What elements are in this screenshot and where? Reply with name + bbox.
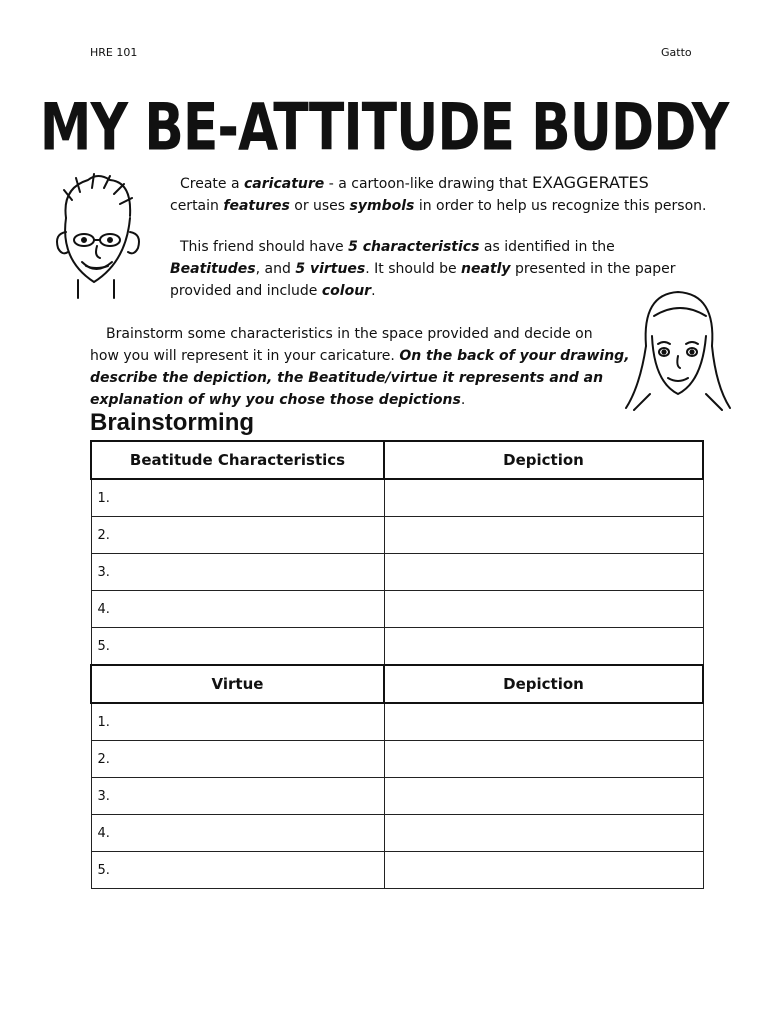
table-row — [91, 479, 703, 517]
girl-face-icon — [620, 286, 734, 412]
row-number: 1. — [91, 703, 384, 741]
intro-paragraph-2: This friend should have 5 characteristics as identified in the Beatitudes, and 5 virtues. It should be neatly presented in the paper provided and include colour. — [170, 239, 676, 299]
row-number: 2. — [91, 517, 384, 554]
beatitude-table — [90, 440, 704, 665]
boy-face-icon — [48, 170, 146, 300]
row-number: 2. — [91, 741, 384, 778]
course-code: HRE 101 — [90, 46, 138, 59]
depiction-cell[interactable] — [384, 815, 703, 852]
intro-paragraph-1: Create a caricature - a cartoon-like drawing that EXAGGERATES certain features or uses symbols in order to help us recognize this person. — [170, 173, 707, 214]
column-header-depiction: Depiction — [384, 441, 703, 479]
table-row — [91, 517, 703, 554]
keyword-symbols: symbols — [349, 198, 415, 214]
table-header-row — [91, 665, 703, 703]
depiction-cell[interactable] — [384, 517, 703, 554]
section-title: Brainstorming — [90, 409, 255, 436]
virtue-table — [90, 664, 704, 889]
column-header-virtue: Virtue — [91, 665, 384, 703]
table-row — [91, 815, 703, 852]
table-row — [91, 778, 703, 815]
depiction-cell[interactable] — [384, 741, 703, 778]
depiction-cell[interactable] — [384, 591, 703, 628]
table-row — [91, 703, 703, 741]
depiction-cell[interactable] — [384, 852, 703, 889]
keyword-beatitudes: Beatitudes — [170, 261, 256, 277]
keyword-back-of-drawing: On the back of your drawing, — [399, 348, 630, 364]
keyword-neatly: neatly — [461, 261, 511, 277]
depiction-cell[interactable] — [384, 628, 703, 665]
depiction-cell[interactable] — [384, 703, 703, 741]
row-number: 4. — [91, 815, 384, 852]
column-header-depiction: Depiction — [384, 665, 703, 703]
table-row — [91, 554, 703, 591]
depiction-cell[interactable] — [384, 479, 703, 517]
keyword-characteristics: 5 characteristics — [348, 239, 480, 255]
row-number: 3. — [91, 554, 384, 591]
intro-paragraph-3: Brainstorm some characteristics in the space provided and decide on how you will represent it in your caricature. On the back of your drawing, describe the depiction, the Beatitude/virtue it represents and an explanation of why you chose those depictions. — [90, 326, 630, 408]
keyword-virtues: 5 virtues — [295, 261, 366, 277]
table-row — [91, 741, 703, 778]
row-number: 5. — [91, 852, 384, 889]
page-title: MY BE-ATTITUDE BUDDY — [39, 90, 729, 166]
teacher-name: Gatto — [661, 46, 692, 59]
table-row — [91, 852, 703, 889]
keyword-colour: colour — [321, 283, 372, 299]
row-number: 5. — [91, 628, 384, 665]
keyword-exaggerates: EXAGGERATES — [531, 173, 649, 192]
column-header-beatitude: Beatitude Characteristics — [91, 441, 384, 479]
row-number: 4. — [91, 591, 384, 628]
table-row — [91, 628, 703, 665]
depiction-cell[interactable] — [384, 554, 703, 591]
depiction-cell[interactable] — [384, 778, 703, 815]
keyword-caricature: caricature — [244, 176, 325, 192]
row-number: 3. — [91, 778, 384, 815]
table-row — [91, 591, 703, 628]
table-header-row — [91, 441, 703, 479]
row-number: 1. — [91, 479, 384, 517]
keyword-features: features — [223, 198, 290, 214]
